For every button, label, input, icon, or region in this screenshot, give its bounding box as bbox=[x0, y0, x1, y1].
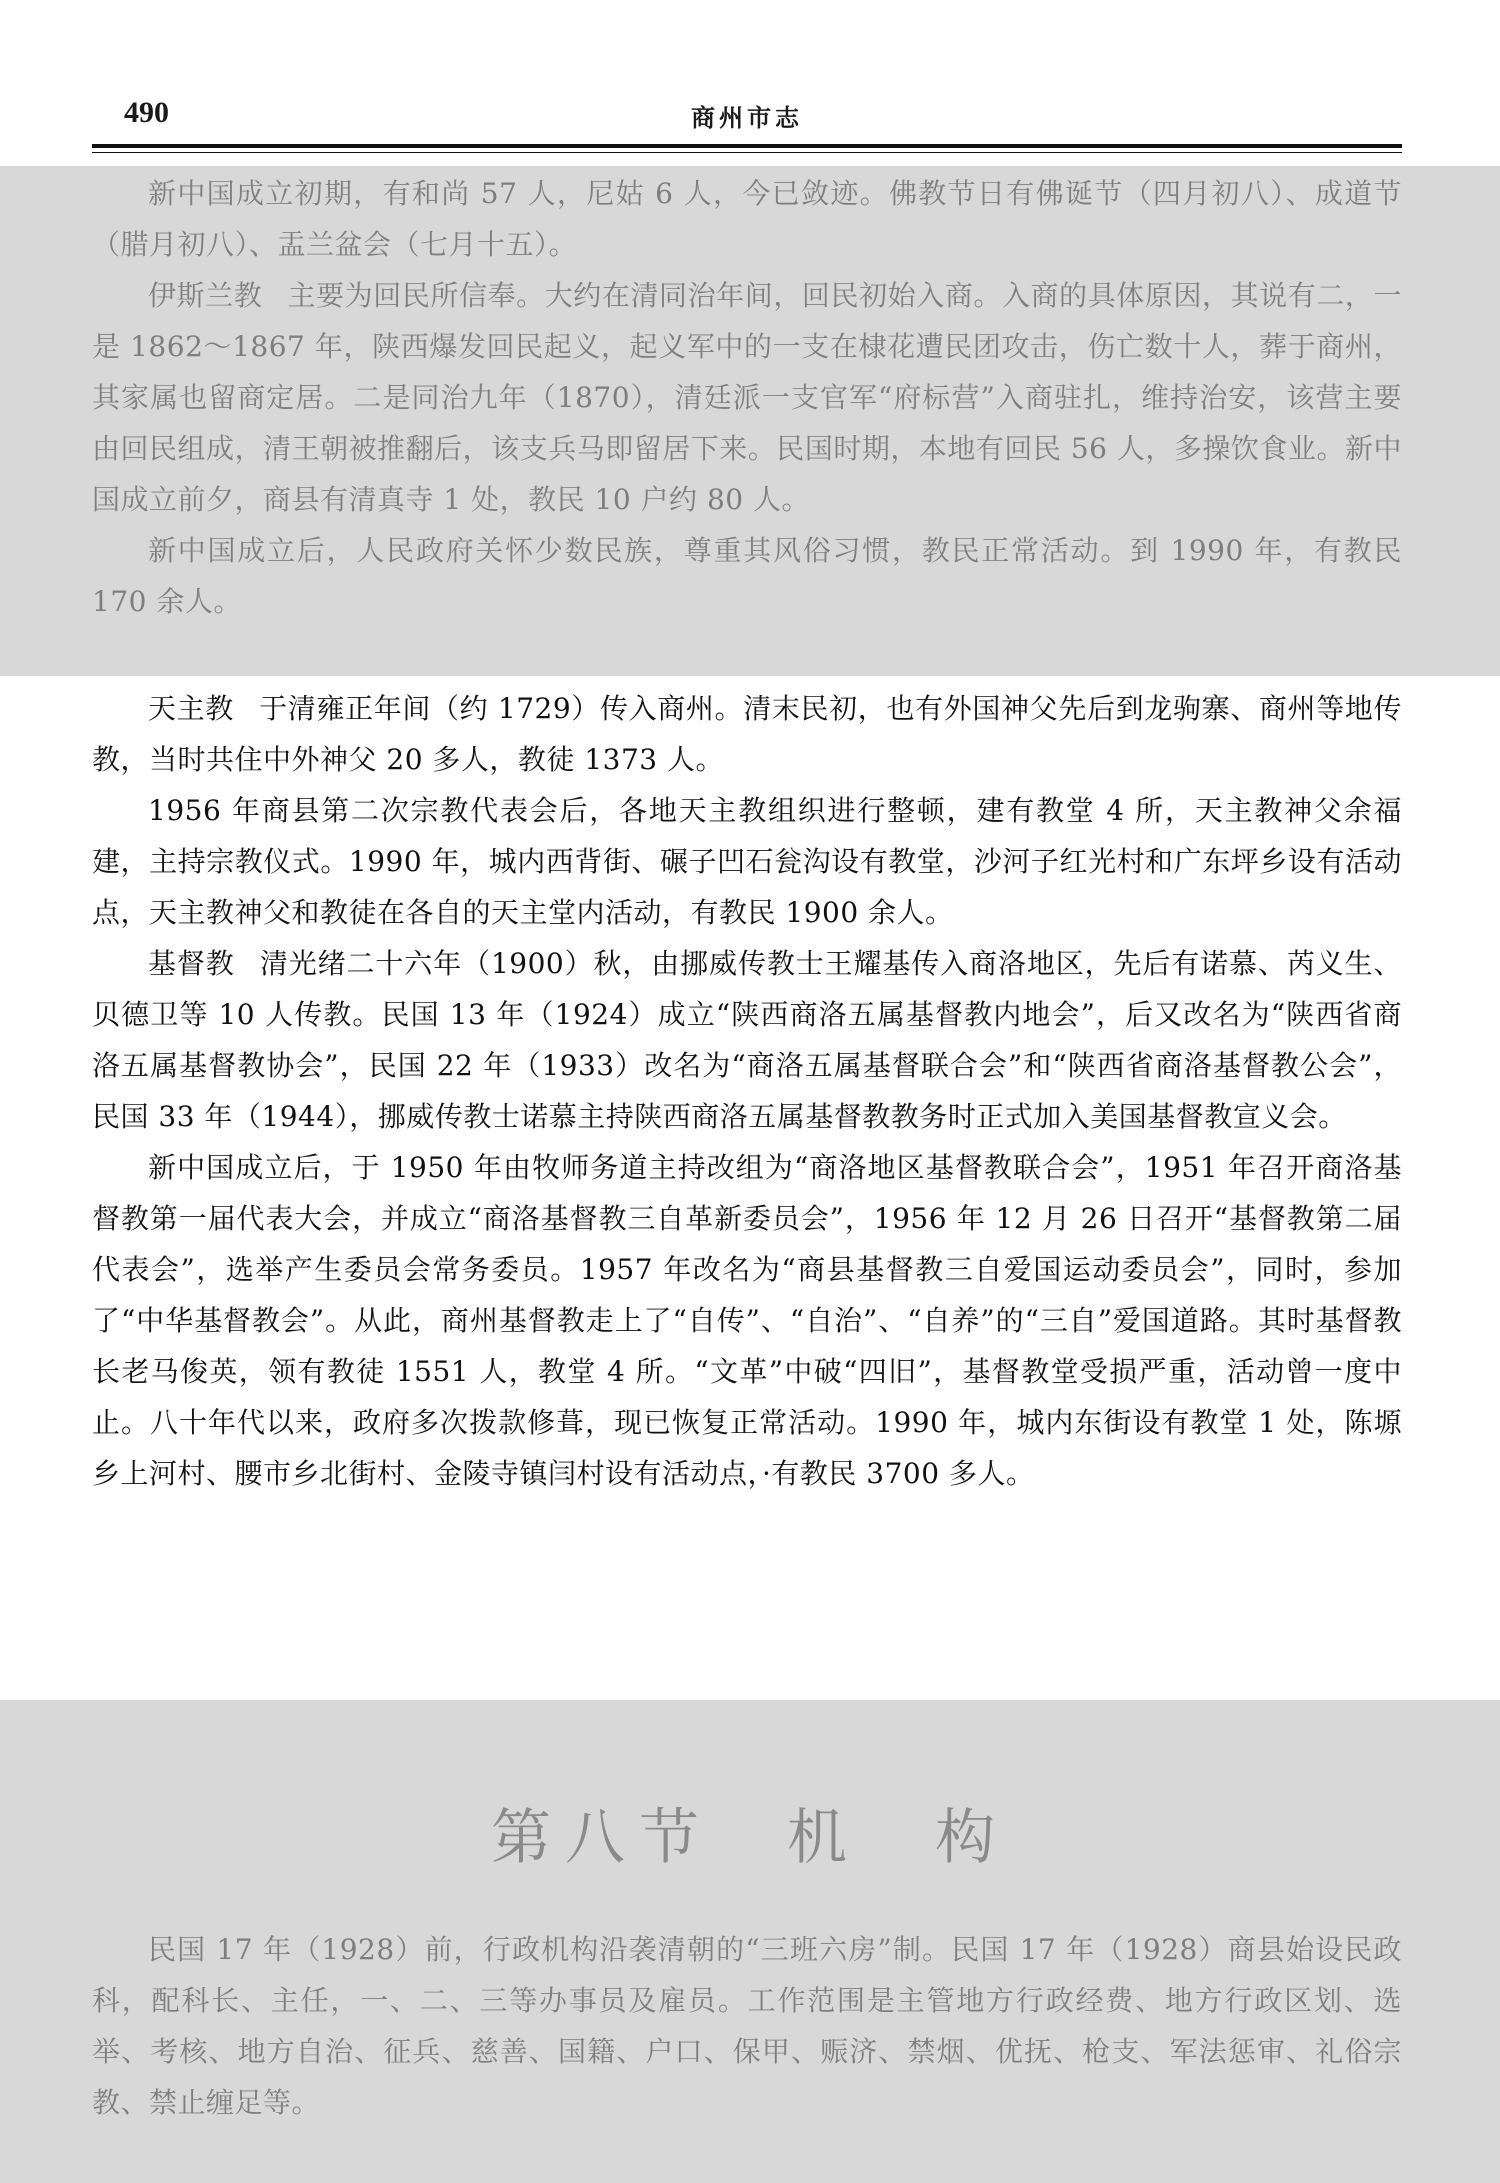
page-header bbox=[92, 96, 1402, 136]
paragraph: 民国 17 年（1928）前，行政机构沿袭清朝的“三班六房”制。民国 17 年（1928）商县始设民政科，配科长、主任，一、二、三等办事员及雇员。工作范围是主管地方行政经费、地方行政区划、选举、考核、地方自治、征兵、慈善、国籍、户口、保甲、赈济、禁烟、优抚、枪支、军法惩审、礼俗宗教、禁止缠足等。 bbox=[92, 1933, 1402, 2119]
paragraph: 新中国成立后，人民政府关怀少数民族，尊重其风俗习惯，教民正常活动。到 1990 年，有教民 170 余人。 bbox=[92, 534, 1402, 618]
paragraph: 新中国成立初期，有和尚 57 人，尼姑 6 人，今已敛迹。佛教节日有佛诞节（四月初八）、成道节（腊月初八）、盂兰盆会（七月十五）。 bbox=[92, 177, 1402, 261]
paragraph-lead: 天主教 bbox=[148, 692, 234, 725]
paragraph-lead: 伊斯兰教 bbox=[148, 279, 263, 312]
section-title: 第八节 机 构 bbox=[491, 1803, 1009, 1873]
paragraph: 1956 年商县第二次宗教代表会后，各地天主教组织进行整顿，建有教堂 4 所，天主教神父余福建，主持宗教仪式。1990 年，城内西背街、碾子凹石瓮沟设有教堂，沙河子红光村和广东坪乡设有活动点，天主教神父和教徒在各自的天主堂内活动，有教民 1900 余人。 bbox=[92, 794, 1402, 929]
section-text bbox=[92, 1924, 1402, 2128]
paragraph-lead: 基督教 bbox=[148, 947, 235, 980]
running-title: 商州市志 bbox=[691, 103, 803, 132]
paragraph-christian: 基督教 清光绪二十六年（1900）秋，由挪威传教士王耀基传入商洛地区，先后有诺慕、芮义生、贝德卫等 10 人传教。民国 13 年（1924）成立“陕西商洛五属基督教内地会”，后又改名为“陕西省商洛五属基督教协会”，民国 22 年（1933）改名为“商洛五属基督联合会”和“陕西省商洛基督教公会”，民国 33 年（1944），挪威传教士诺慕主持陕西商洛五属基督教教务时正式加入美国基督教宣义会。 bbox=[92, 947, 1402, 1133]
paragraph-catholic: 天主教 于清雍正年间（约 1729）传入商州。清末民初，也有外国神父先后到龙驹寨、商州等地传教，当时共住中外神父 20 多人，教徒 1373 人。 bbox=[92, 692, 1402, 776]
paragraph-islam: 伊斯兰教 主要为回民所信奉。大约在清同治年间，回民初始入商。入商的具体原因，其说有二，一是 1862～1867 年，陕西爆发回民起义，起义军中的一支在棣花遭民团攻击，伤亡数十人，葬于商州，其家属也留商定居。二是同治九年（1870），清廷派一支官军“府标营”入商驻扎，维持治安，该营主要由回民组成，清王朝被推翻后，该支兵马即留居下来。民国时期，本地有回民 56 人，多操饮食业。新中国成立前夕，商县有清真寺 1 处，教民 10 户约 80 人。 bbox=[92, 279, 1402, 516]
shaded-text-top bbox=[92, 168, 1402, 627]
header-rule-thick bbox=[92, 144, 1402, 148]
main-text bbox=[92, 683, 1402, 1499]
paragraph: 新中国成立后，于 1950 年由牧师务道主持改组为“商洛地区基督教联合会”，1951 年召开商洛基督教第一届代表大会，并成立“商洛基督教三自革新委员会”，1956 年 12 月 26 日召开“基督教第二届代表会”，选举产生委员会常务委员。1957 年改名为“商县基督教三自爱国运动委员会”，同时，参加了“中华基督教会”。从此，商州基督教走上了“自传”、“自治”、“自养”的“三自”爱国道路。其时基督教长老马俊英，领有教徒 1551 人，教堂 4 所。“文革”中破“四旧”，基督教堂受损严重，活动曾一度中止。八十年代以来，政府多次拨款修葺，现已恢复正常活动。1990 年，城内东街设有教堂 1 处，陈塬乡上河村、腰市乡北街村、金陵寺镇闫村设有活动点，·有教民 3700 多人。 bbox=[92, 1151, 1402, 1490]
header-rule-thin bbox=[92, 152, 1402, 153]
page-number: 490 bbox=[124, 96, 169, 129]
